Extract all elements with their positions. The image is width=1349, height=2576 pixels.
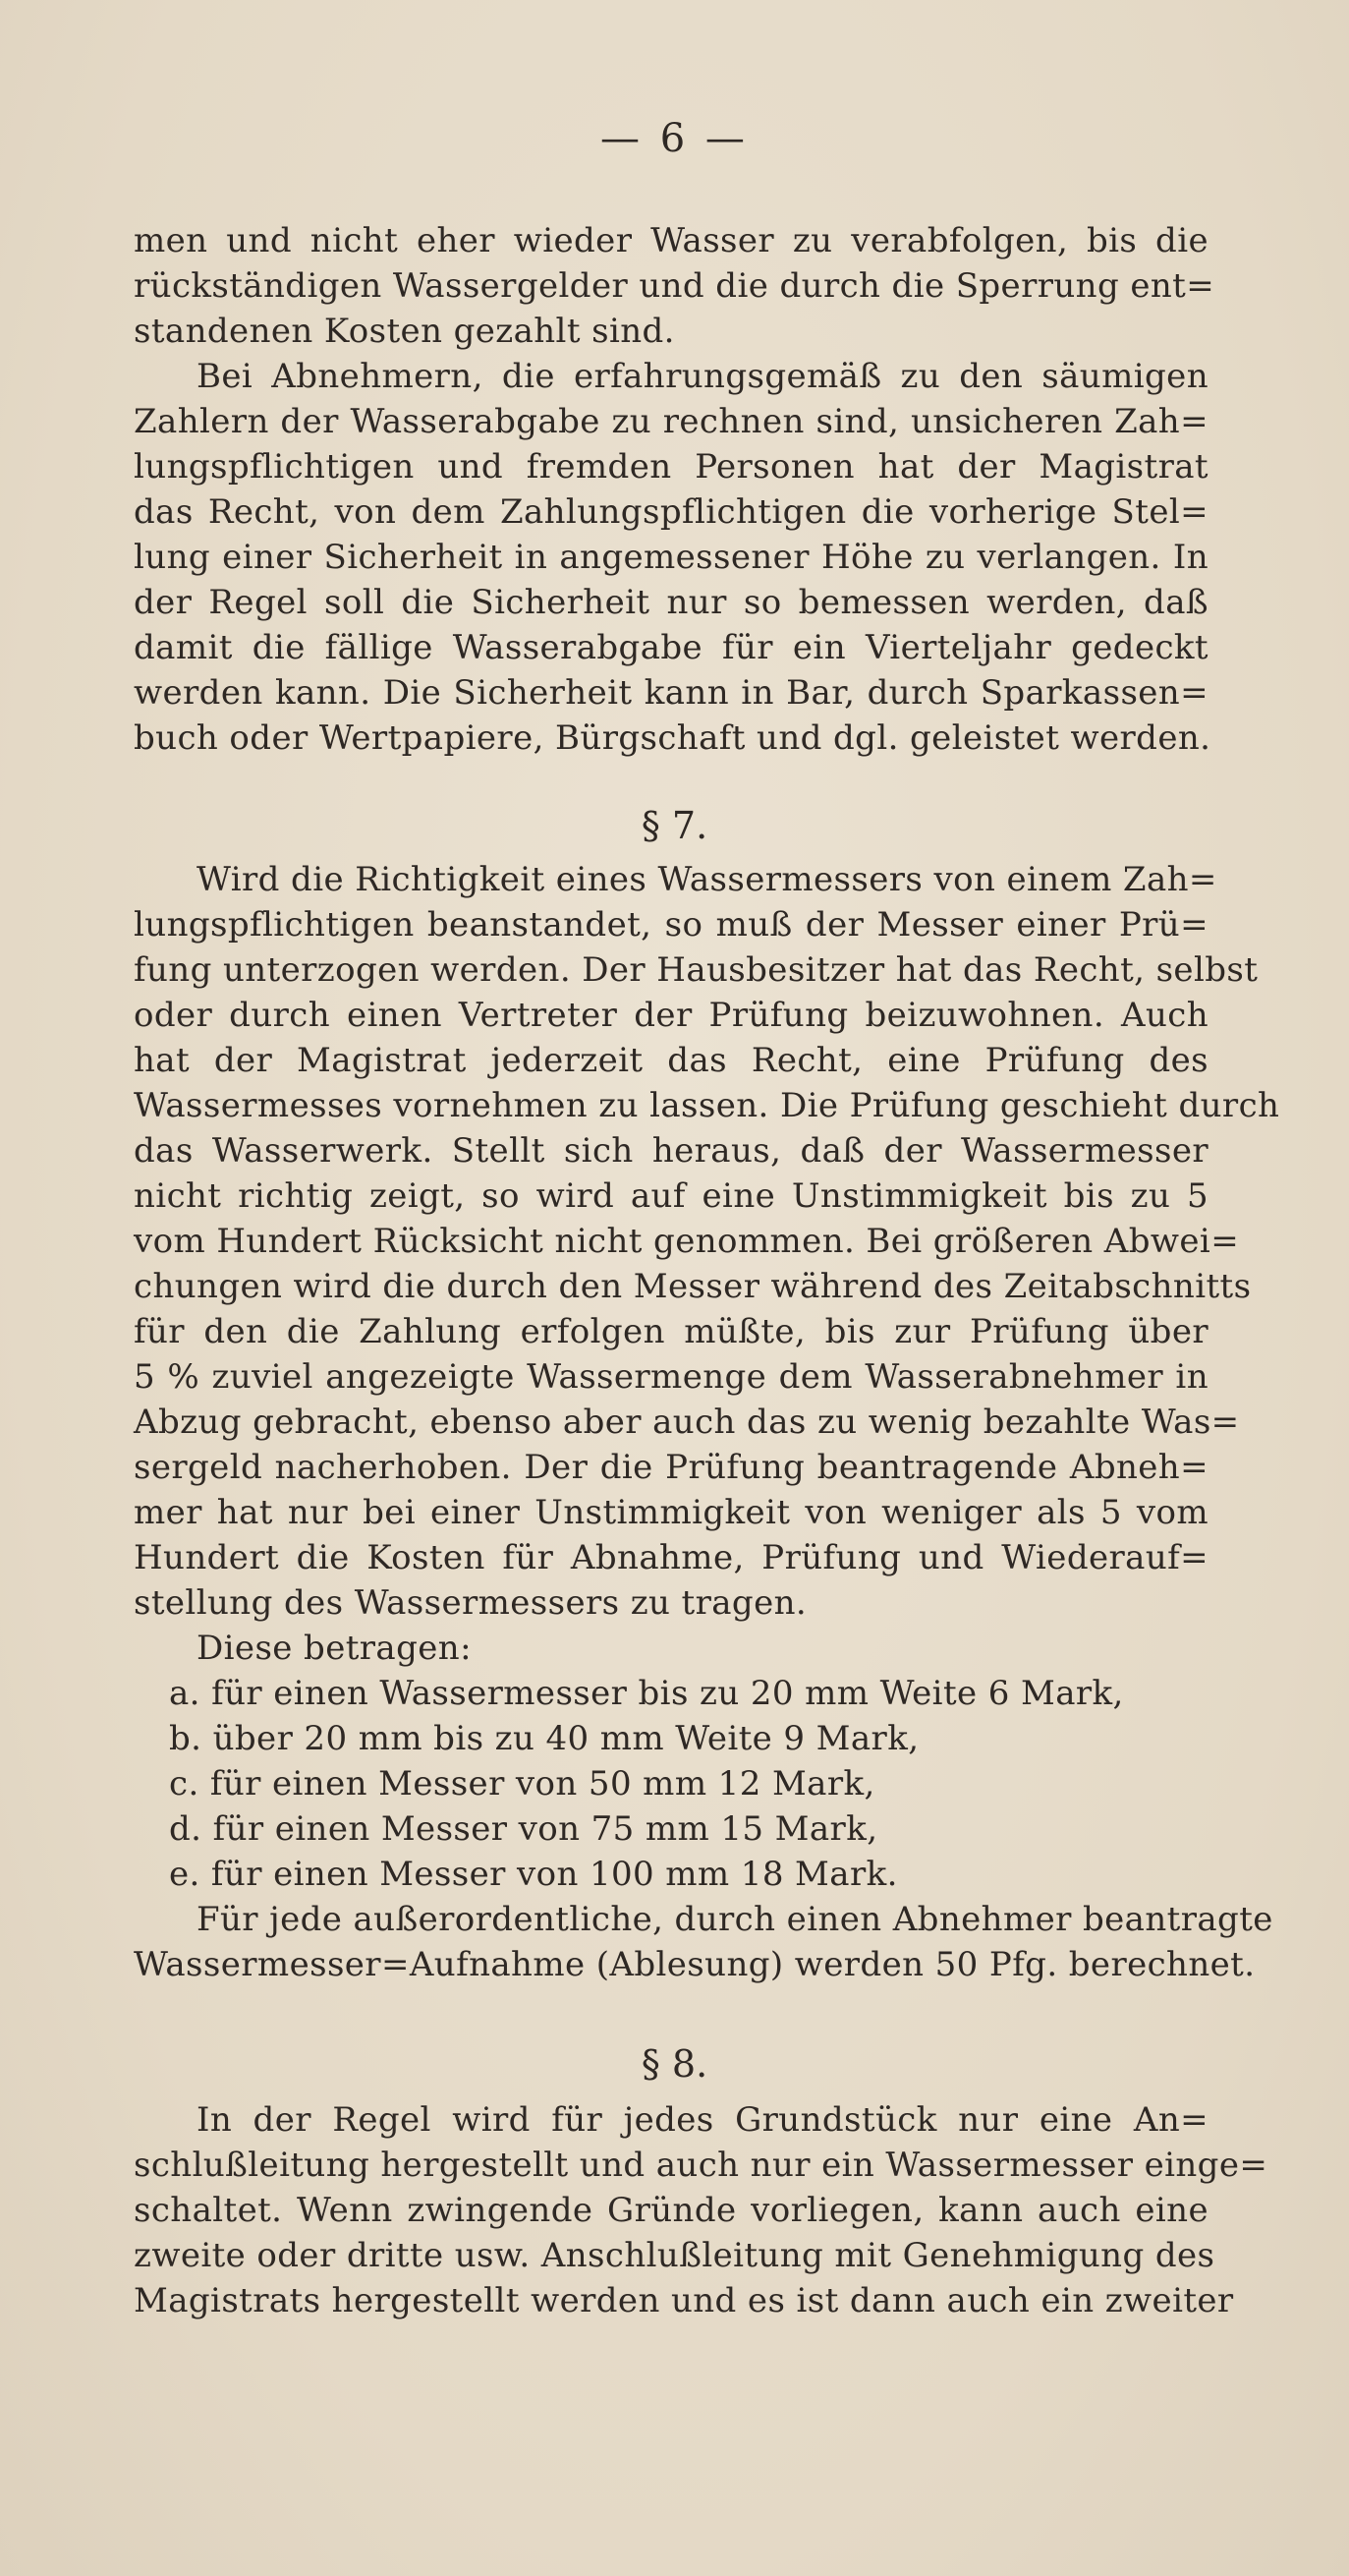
text-line: buch oder Wertpapiere, Bürgschaft und dgl. geleistet werden.	[134, 718, 1211, 758]
text-line: stellung des Wassermessers zu tragen.	[134, 1583, 808, 1623]
list-item: d. für einen Messer von 75 mm 15 Mark,	[169, 1809, 878, 1849]
text-line: Für jede außerordentliche, durch einen Abnehmer beantragte	[197, 1900, 1273, 1939]
text-line: Magistrats hergestellt werden und es ist dann auch ein zweiter	[134, 2281, 1234, 2320]
text-line: werden kann. Die Sicherheit kann in Bar, durch Sparkassen=	[134, 673, 1208, 713]
text-line: Wird die Richtigkeit eines Wassermessers von einem Zah=	[197, 860, 1217, 899]
list-item: c. für einen Messer von 50 mm 12 Mark,	[169, 1764, 875, 1803]
text-line: Wassermesses vornehmen zu lassen. Die Prüfung geschieht durch	[134, 1086, 1280, 1125]
section-heading-7: § 7.	[641, 804, 708, 847]
text-line: In der Regel wird für jedes Grundstück nur eine An=	[197, 2100, 1208, 2140]
section-7-body	[134, 857, 1280, 1626]
text-line: mer hat nur bei einer Unstimmigkeit von weniger als 5 vom	[134, 1493, 1208, 1532]
text-line: zweite oder dritte usw. Anschlußleitung mit Genehmigung des	[134, 2236, 1215, 2275]
text-line: vom Hundert Rücksicht nicht genommen. Bei größeren Abwei=	[134, 1222, 1240, 1261]
text-line: chungen wird die durch den Messer während des Zeitabschnitts	[134, 1267, 1252, 1306]
text-line: Bei Abnehmern, die erfahrungsgemäß zu den säumigen	[197, 357, 1208, 396]
fee-list	[134, 1626, 1208, 1897]
text-line: lungspflichtigen und fremden Personen hat der Magistrat	[134, 447, 1208, 487]
section-8-body	[134, 2097, 1268, 2323]
text-line: schlußleitung hergestellt und auch nur ein Wassermesser einge=	[134, 2146, 1268, 2185]
text-line: Wassermesser=Aufnahme (Ablesung) werden 50 Pfg. berechnet.	[134, 1945, 1256, 1984]
fee-intro: Diese betragen:	[197, 1629, 472, 1668]
text-line: nicht richtig zeigt, so wird auf eine Unstimmigkeit bis zu 5	[134, 1176, 1208, 1216]
page-number: — 6 —	[600, 116, 749, 161]
section-heading-8: § 8.	[641, 2042, 708, 2086]
paragraph-block-top	[134, 218, 1215, 761]
text-line: hat der Magistrat jederzeit das Recht, eine Prüfung des	[134, 1041, 1208, 1080]
text-line: standenen Kosten gezahlt sind.	[134, 312, 675, 351]
list-item: b. über 20 mm bis zu 40 mm Weite 9 Mark,	[169, 1719, 920, 1758]
text-line: men und nicht eher wieder Wasser zu verabfolgen, bis die	[134, 221, 1208, 260]
text-line: oder durch einen Vertreter der Prüfung beizuwohnen. Auch	[134, 996, 1208, 1035]
list-item: a. für einen Wassermesser bis zu 20 mm Weite 6 Mark,	[169, 1674, 1124, 1713]
text-line: Zahlern der Wasserabgabe zu rechnen sind, unsicheren Zah=	[134, 402, 1208, 441]
text-line: Hundert die Kosten für Abnahme, Prüfung und Wiederauf=	[134, 1538, 1208, 1577]
fee-note	[134, 1897, 1273, 1987]
text-line: sergeld nacherhoben. Der die Prüfung beantragende Abneh=	[134, 1448, 1208, 1487]
text-line: Abzug gebracht, ebenso aber auch das zu wenig bezahlte Was=	[134, 1402, 1240, 1442]
text-line: das Recht, von dem Zahlungspflichtigen die vorherige Stel=	[134, 492, 1208, 532]
text-line: das Wasserwerk. Stellt sich heraus, daß der Wassermesser	[134, 1131, 1208, 1171]
text-line: für den die Zahlung erfolgen müßte, bis zur Prüfung über	[134, 1312, 1208, 1351]
text-line: lungspflichtigen beanstandet, so muß der Messer einer Prü=	[134, 905, 1208, 945]
text-line: damit die fällige Wasserabgabe für ein Vierteljahr gedeckt	[134, 628, 1208, 667]
text-line: der Regel soll die Sicherheit nur so bemessen werden, daß	[134, 583, 1208, 622]
text-line: lung einer Sicherheit in angemessener Höhe zu verlangen. In	[134, 538, 1208, 577]
text-line: 5 % zuviel angezeigte Wassermenge dem Wasserabnehmer in	[134, 1357, 1208, 1397]
text-line: fung unterzogen werden. Der Hausbesitzer hat das Recht, selbst	[134, 950, 1259, 990]
list-item: e. für einen Messer von 100 mm 18 Mark.	[169, 1855, 898, 1894]
text-line: schaltet. Wenn zwingende Gründe vorliegen, kann auch eine	[134, 2191, 1208, 2230]
text-line: rückständigen Wassergelder und die durch die Sperrung ent=	[134, 266, 1215, 306]
